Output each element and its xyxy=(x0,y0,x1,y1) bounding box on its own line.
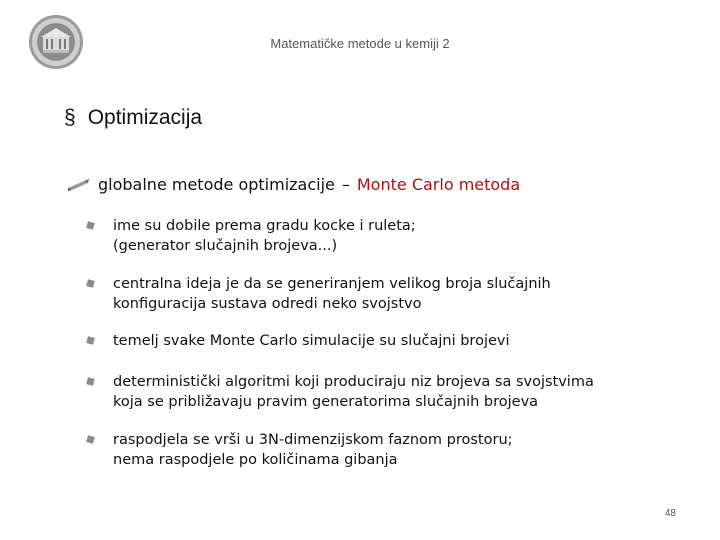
bullet-line: raspodjela se vrši u 3N-dimenzijskom faznom prostoru; xyxy=(113,432,513,448)
subheading-highlight: Monte Carlo metoda xyxy=(356,175,521,194)
bullet-line: centralna ideja je da se generiranjem velikog broja slučajnih xyxy=(113,276,551,292)
subheading-dash: – xyxy=(341,175,350,194)
bullet-icon xyxy=(86,336,95,345)
bullet-line: temelj svake Monte Carlo simulacije su slučajni brojevi xyxy=(113,333,510,349)
bullet-item xyxy=(86,274,686,314)
bullet-line: ime su dobile prema gradu kocke i ruleta; xyxy=(113,218,416,234)
bullet-line: konfiguracija sustava odredi neko svojstvo xyxy=(113,296,422,312)
bullet-icon xyxy=(86,435,95,444)
bullet-icon xyxy=(86,221,95,230)
bullet-line: nema raspodjele po količinama gibanja xyxy=(113,452,398,468)
page-number: 48 xyxy=(664,508,676,519)
bullet-item xyxy=(86,216,686,256)
subheading-text: globalne metode optimizacije xyxy=(98,175,335,194)
bullet-item xyxy=(86,430,686,470)
bullet-icon xyxy=(86,377,95,386)
section-heading xyxy=(64,106,202,130)
header-title: Matematičke metode u kemiji 2 xyxy=(270,36,450,51)
section-marker: § xyxy=(64,106,76,129)
pen-icon xyxy=(68,178,90,192)
bullet-line: deterministički algoritmi koji produciraju niz brojeva sa svojstvima xyxy=(113,374,594,390)
bullet-line: koja se približavaju pravim generatorima slučajnih brojeva xyxy=(113,394,539,410)
bullet-item xyxy=(86,372,686,412)
bullet-item xyxy=(86,331,686,351)
bullet-line: (generator slučajnih brojeva...) xyxy=(113,238,338,254)
bullet-icon xyxy=(86,279,95,288)
subheading xyxy=(68,175,520,194)
section-title: Optimizacija xyxy=(87,106,203,129)
